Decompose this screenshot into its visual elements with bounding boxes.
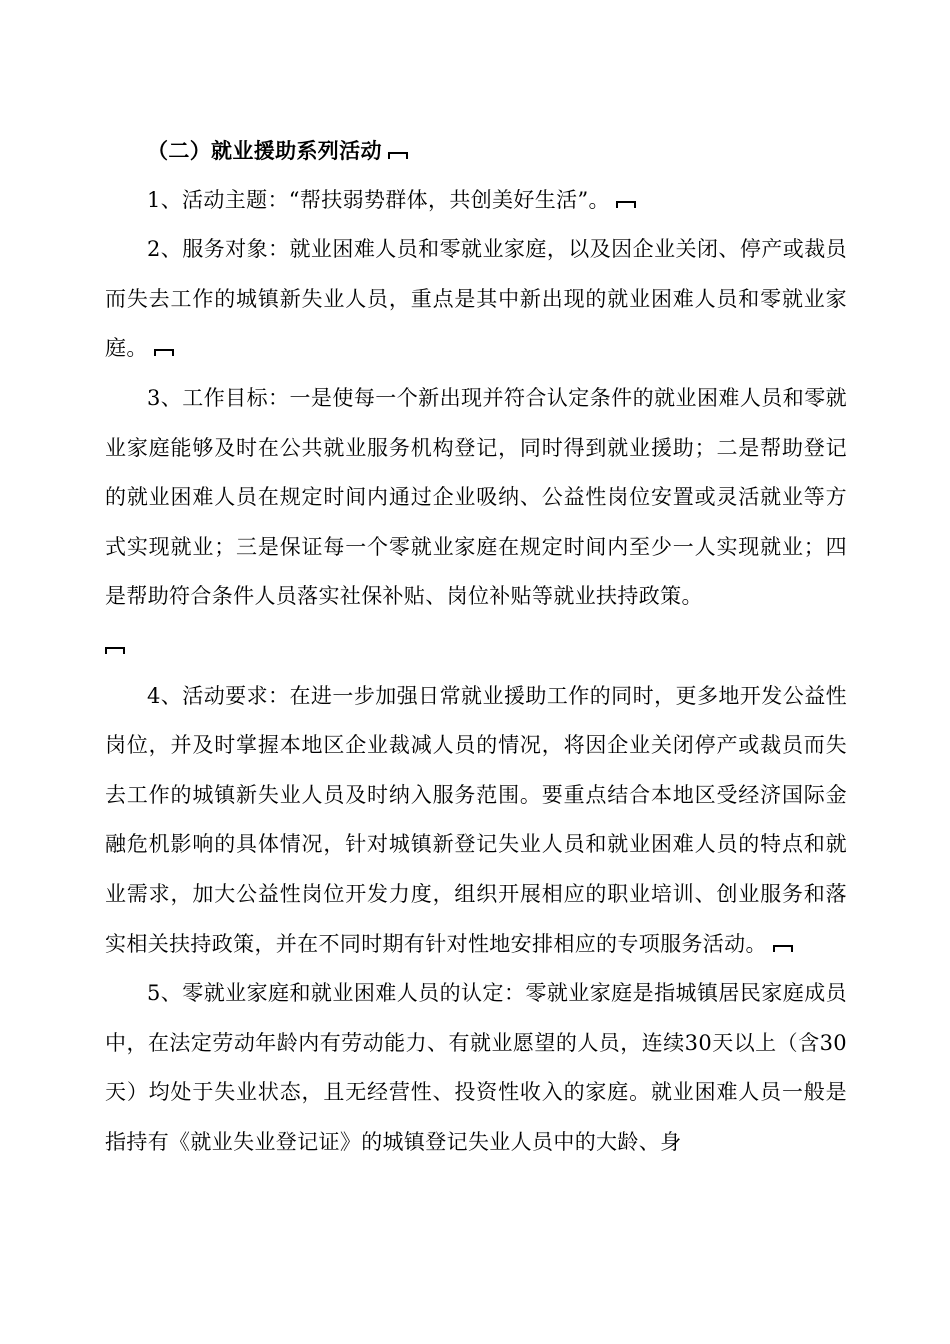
- paragraph-mark-icon: [388, 152, 408, 159]
- paragraph-work-goals: 3、工作目标：一是使每一个新出现并符合认定条件的就业困难人员和零就业家庭能够及时在公共就业服务机构登记，同时得到就业援助；二是帮助登记的就业困难人员在规定时间内通过企业吸纳、公益性岗位安置或灵活就业等方式实现就业；三是保证每一个零就业家庭在规定时间内至少一人实现就业；四是帮助符合条件人员落实社保补贴、岗位补贴等就业扶持政策。: [105, 374, 847, 672]
- paragraph-activity-requirements: 4、活动要求：在进一步加强日常就业援助工作的同时，更多地开发公益性岗位，并及时掌握本地区企业裁减人员的情况，将因企业关闭停产或裁员而失去工作的城镇新失业人员及时纳入服务范围。要重点结合本地区受经济国际金融危机影响的具体情况，针对城镇新登记失业人员和就业困难人员的特点和就业需求，加大公益性岗位开发力度，组织开展相应的职业培训、创业服务和落实相关扶持政策，并在不同时期有针对性地安排相应的专项服务活动。: [105, 683, 847, 956]
- document-body: [105, 126, 847, 1167]
- paragraph-service-targets: 2、服务对象：就业困难人员和零就业家庭，以及因企业关闭、停产或裁员而失去工作的城镇新失业人员，重点是其中新出现的就业困难人员和零就业家庭。: [105, 237, 847, 361]
- paragraph-mark-icon: [616, 201, 636, 208]
- paragraph-definitions: 5、零就业家庭和就业困难人员的认定：零就业家庭是指城镇居民家庭成员中，在法定劳动年龄内有劳动能力、有就业愿望的人员，连续30天以上（含30天）均处于失业状态，且无经营性、投资性收入的家庭。就业困难人员一般是指持有《就业失业登记证》的城镇登记失业人员中的大龄、身: [105, 981, 847, 1154]
- section-heading: （二）就业援助系列活动: [105, 126, 847, 176]
- paragraph-mark-icon: [773, 945, 793, 952]
- paragraph-activity-theme: 1、活动主题：“帮扶弱势群体，共创美好生活”。: [105, 176, 847, 226]
- paragraph-mark-icon: [105, 647, 125, 654]
- paragraph-mark-icon: [154, 349, 174, 356]
